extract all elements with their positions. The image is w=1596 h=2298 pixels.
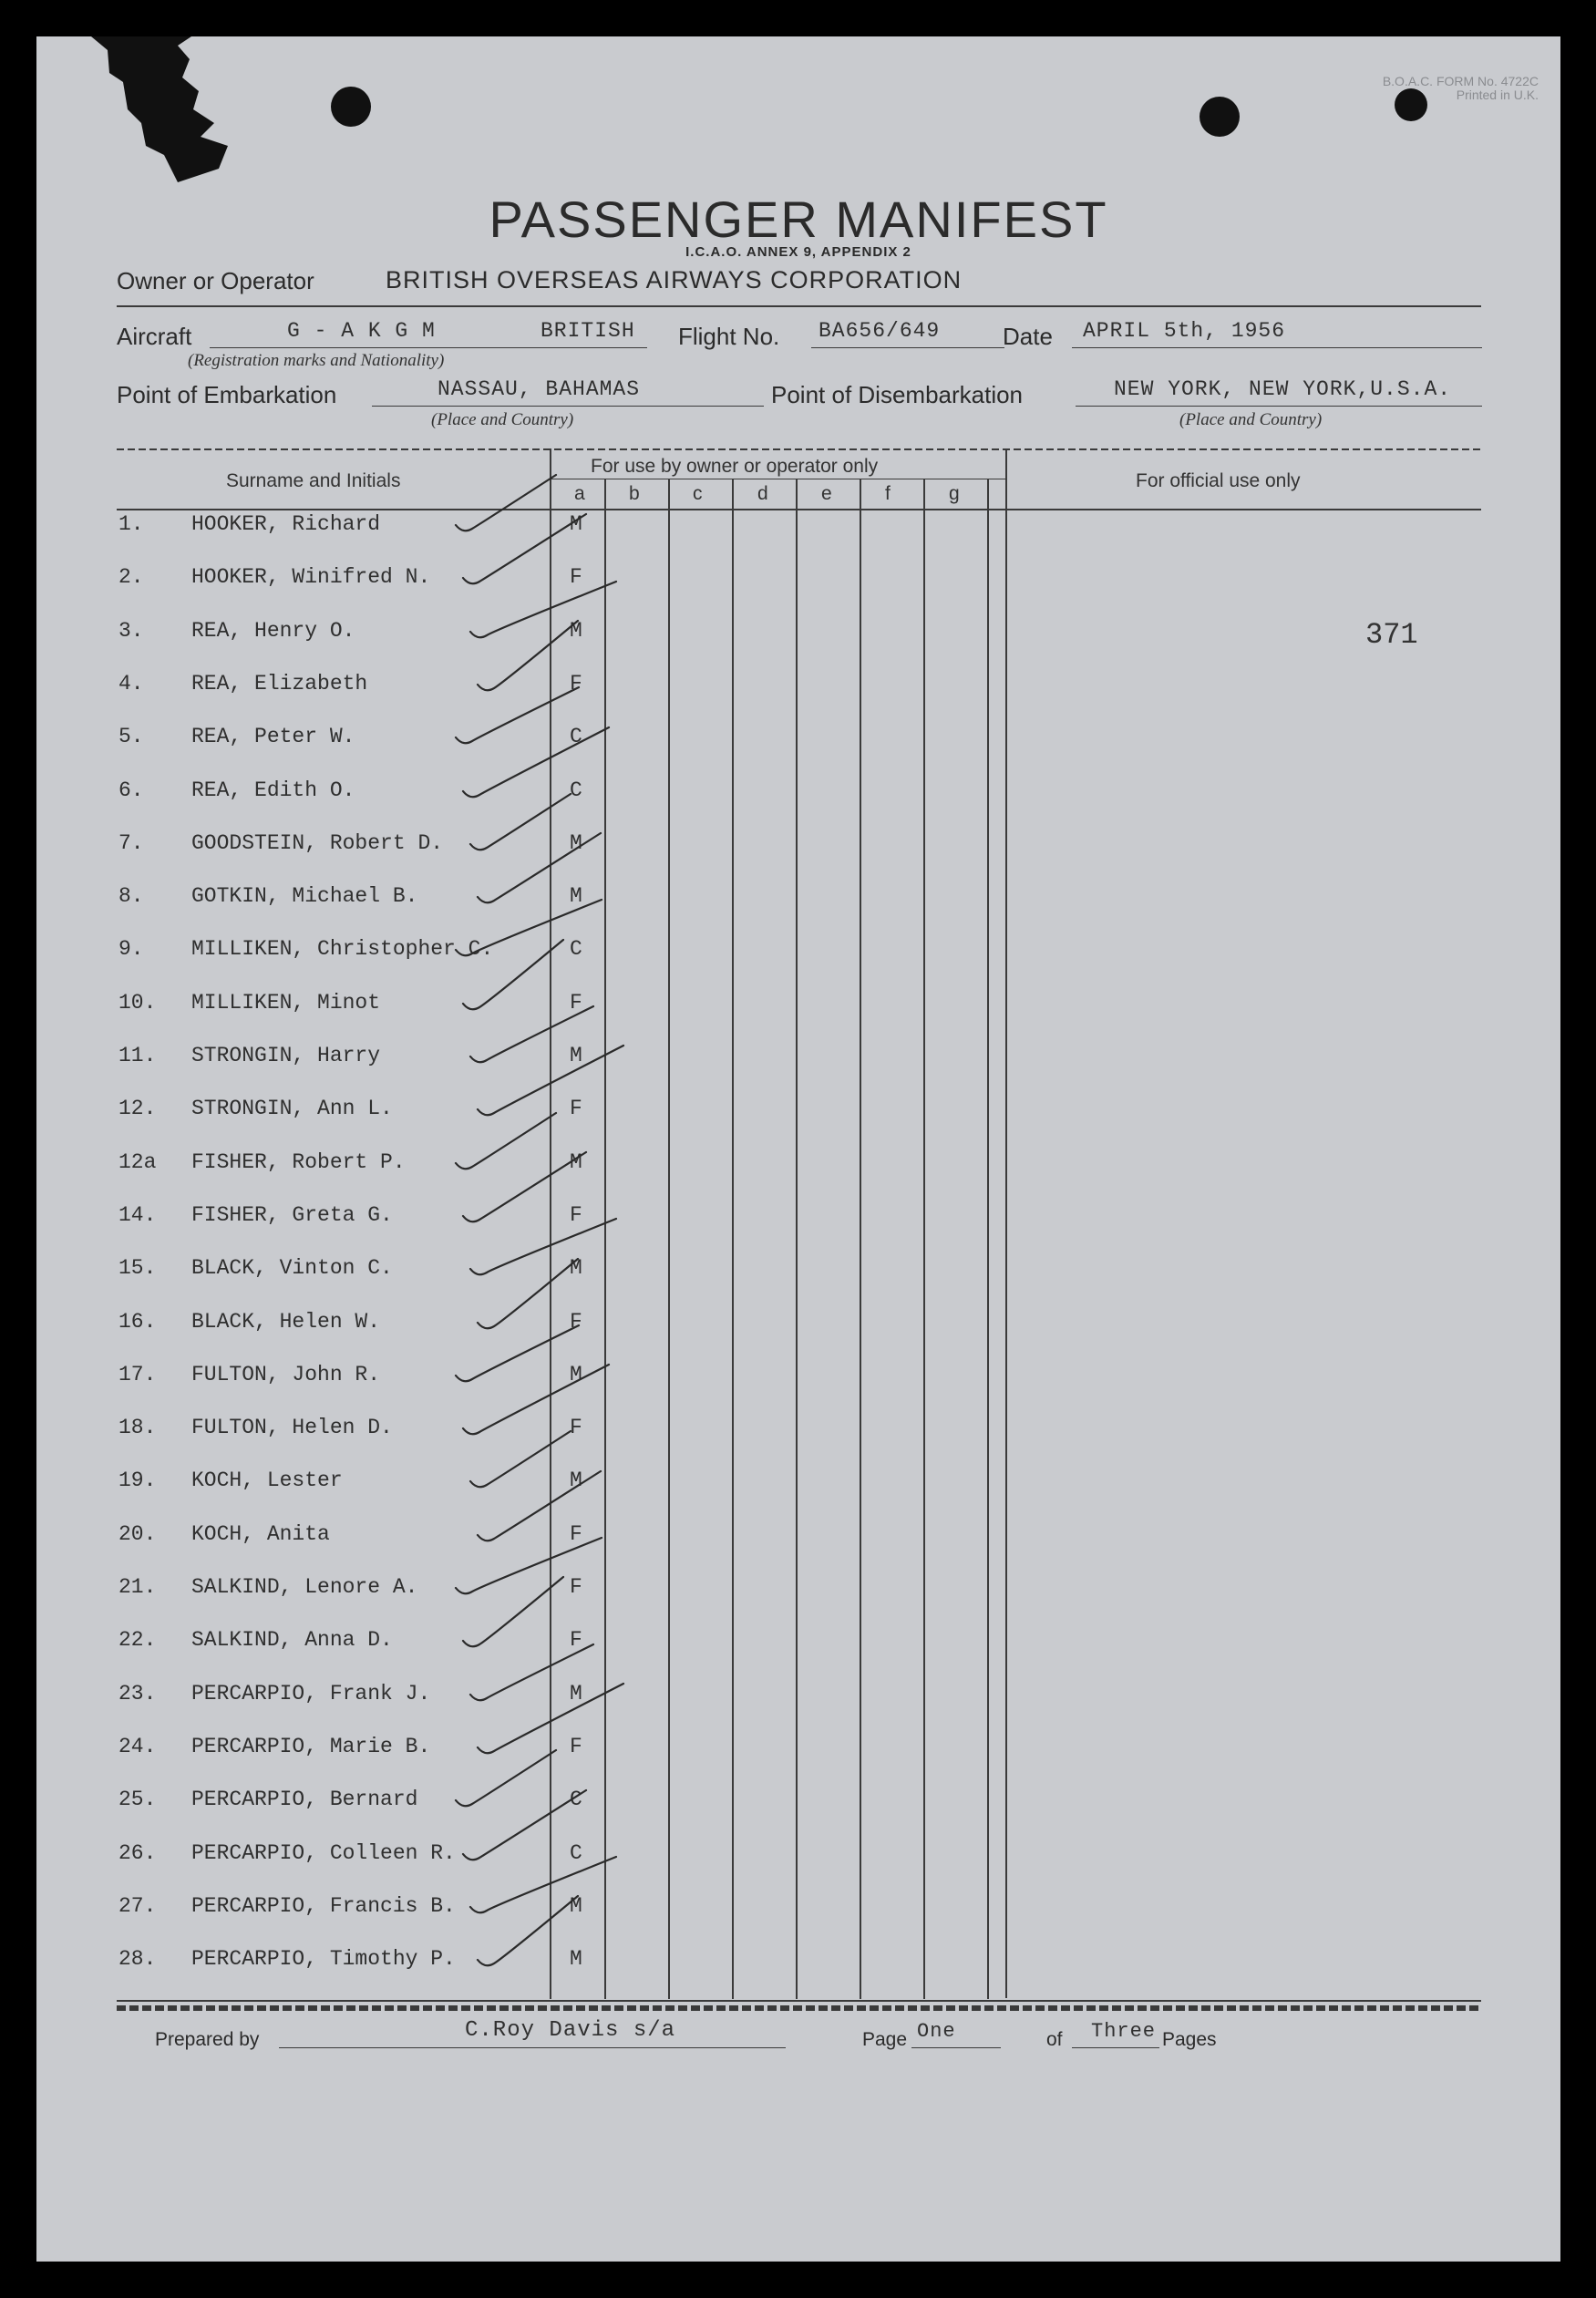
prepared-underline: [279, 2047, 786, 2048]
passenger-name: FULTON, John R.: [191, 1363, 381, 1386]
check-mark: [456, 900, 602, 955]
check-mark: [456, 1538, 602, 1593]
manifest-page: [36, 36, 1560, 2262]
passenger-category: F: [570, 1097, 582, 1120]
passenger-name: PERCARPIO, Marie B.: [191, 1735, 431, 1758]
total-value: Three: [1091, 2020, 1157, 2043]
row-number: 11.: [118, 1044, 157, 1067]
aircraft-note: (Registration marks and Nationality): [188, 351, 445, 370]
form-number: B.O.A.C. FORM No. 4722C Printed in U.K.: [1382, 74, 1539, 102]
passenger-category: M: [570, 1468, 582, 1492]
row-number: 7.: [118, 831, 144, 855]
row-number: 26.: [118, 1841, 157, 1865]
passenger-name: GOODSTEIN, Robert D.: [191, 831, 444, 855]
passenger-name: STRONGIN, Harry: [191, 1044, 381, 1067]
check-mark: [456, 1113, 556, 1169]
total-underline: [1072, 2047, 1159, 2048]
official-number: 371: [1365, 618, 1418, 652]
column-header-b: b: [629, 483, 640, 504]
passenger-category: F: [570, 1735, 582, 1758]
check-mark: [470, 582, 616, 637]
passenger-category: M: [570, 619, 582, 643]
passenger-name: PERCARPIO, Frank J.: [191, 1682, 431, 1705]
embarkation-label: Point of Embarkation: [117, 381, 337, 408]
passenger-category: M: [570, 1044, 582, 1067]
passenger-category: C: [570, 1788, 582, 1811]
passenger-name: REA, Edith O.: [191, 778, 355, 802]
passenger-category: M: [570, 1894, 582, 1918]
passenger-category: M: [570, 831, 582, 855]
check-mark: [456, 1750, 556, 1806]
check-mark: [478, 833, 601, 902]
passenger-category: M: [570, 1256, 582, 1280]
date-label: Date: [1003, 323, 1053, 350]
disembarkation-value: NEW YORK, NEW YORK,U.S.A.: [1114, 377, 1452, 401]
of-label: of: [1046, 2029, 1063, 2050]
operator-header: For use by owner or operator only: [591, 456, 879, 477]
row-number: 9.: [118, 937, 144, 961]
passenger-category: C: [570, 725, 582, 748]
page-underline: [911, 2047, 1001, 2048]
disembarkation-note: (Place and Country): [1179, 410, 1323, 429]
passenger-name: MILLIKEN, Minot: [191, 991, 381, 1015]
check-mark: [470, 1644, 593, 1700]
passenger-name: PERCARPIO, Colleen R.: [191, 1841, 456, 1865]
column-header-d: d: [757, 483, 768, 504]
passenger-name: PERCARPIO, Francis B.: [191, 1894, 456, 1918]
check-mark: [456, 687, 579, 743]
embarkation-note: (Place and Country): [431, 410, 574, 429]
passenger-name: SALKIND, Lenore A.: [191, 1575, 418, 1599]
flight-label: Flight No.: [678, 323, 780, 350]
owner-label: Owner or Operator: [117, 267, 314, 294]
flight-number: BA656/649: [819, 319, 941, 343]
passenger-name: REA, Elizabeth: [191, 672, 368, 696]
passenger-name: MILLIKEN, Christopher C.: [191, 937, 494, 961]
row-number: 25.: [118, 1788, 157, 1811]
passenger-name: HOOKER, Richard: [191, 512, 381, 536]
check-mark: [463, 514, 586, 583]
row-number: 2.: [118, 565, 144, 589]
passenger-category: F: [570, 991, 582, 1015]
pages-label: Pages: [1162, 2029, 1217, 2050]
prepared-value: C.Roy Davis s/a: [465, 2018, 676, 2043]
passenger-category: F: [570, 1416, 582, 1439]
check-mark: [463, 1365, 609, 1434]
passenger-category: M: [570, 1947, 582, 1971]
check-mark: [463, 1577, 563, 1646]
row-number: 22.: [118, 1628, 157, 1652]
check-mark: [456, 475, 556, 531]
passenger-category: M: [570, 512, 582, 536]
passenger-name: SALKIND, Anna D.: [191, 1628, 393, 1652]
column-header-c: c: [693, 483, 703, 504]
check-mark: [478, 1046, 623, 1115]
check-marks: [36, 36, 1560, 2262]
passenger-category: F: [570, 1203, 582, 1227]
check-mark: [470, 1219, 616, 1274]
passenger-name: REA, Peter W.: [191, 725, 355, 748]
check-mark: [470, 794, 571, 850]
row-number: 4.: [118, 672, 144, 696]
table-bottom-rule: [117, 2000, 1481, 2002]
row-number: 10.: [118, 991, 157, 1015]
check-mark: [470, 1006, 593, 1062]
disembarkation-label: Point of Disembarkation: [771, 381, 1024, 408]
check-mark: [463, 1152, 586, 1221]
aircraft-label: Aircraft: [117, 323, 192, 350]
row-number: 16.: [118, 1310, 157, 1334]
row-number: 17.: [118, 1363, 157, 1386]
table-bottom-double-rule: [117, 2005, 1481, 2011]
passenger-name: KOCH, Lester: [191, 1468, 343, 1492]
row-number: 28.: [118, 1947, 157, 1971]
check-mark: [456, 1325, 579, 1381]
column-header-f: f: [885, 483, 891, 504]
page-value: One: [917, 2020, 956, 2043]
row-number: 5.: [118, 725, 144, 748]
row-number: 19.: [118, 1468, 157, 1492]
owner-value: BRITISH OVERSEAS AIRWAYS CORPORATION: [386, 266, 963, 294]
date-value: APRIL 5th, 1956: [1083, 319, 1286, 343]
passenger-category: M: [570, 884, 582, 908]
passenger-category: M: [570, 1363, 582, 1386]
passenger-category: M: [570, 1682, 582, 1705]
passenger-category: C: [570, 778, 582, 802]
passenger-name: HOOKER, Winifred N.: [191, 565, 431, 589]
row-number: 12.: [118, 1097, 157, 1120]
row-number: 15.: [118, 1256, 157, 1280]
passenger-name: FISHER, Greta G.: [191, 1203, 393, 1227]
passenger-category: F: [570, 1628, 582, 1652]
row-number: 23.: [118, 1682, 157, 1705]
passenger-category: F: [570, 1310, 582, 1334]
row-number: 1.: [118, 512, 144, 536]
passenger-name: STRONGIN, Ann L.: [191, 1097, 393, 1120]
passenger-name: KOCH, Anita: [191, 1522, 330, 1546]
document-title: PASSENGER MANIFEST: [489, 191, 1108, 248]
check-mark: [470, 1431, 571, 1487]
row-number: 3.: [118, 619, 144, 643]
column-header-a: a: [574, 483, 585, 504]
prepared-label: Prepared by: [155, 2029, 260, 2050]
row-number: 20.: [118, 1522, 157, 1546]
row-number: 27.: [118, 1894, 157, 1918]
passenger-category: C: [570, 1841, 582, 1865]
check-mark: [470, 1857, 616, 1912]
passenger-name: FULTON, Helen D.: [191, 1416, 393, 1439]
row-number: 8.: [118, 884, 144, 908]
check-mark: [478, 621, 578, 690]
surname-header: Surname and Initials: [226, 470, 401, 491]
page-label: Page: [862, 2029, 908, 2050]
passenger-category: M: [570, 1150, 582, 1174]
embarkation-value: NASSAU, BAHAMAS: [438, 377, 641, 401]
row-number: 14.: [118, 1203, 157, 1227]
check-mark: [478, 1684, 623, 1753]
official-header: For official use only: [1136, 470, 1301, 491]
passenger-name: BLACK, Vinton C.: [191, 1256, 393, 1280]
column-header-g: g: [949, 483, 960, 504]
aircraft-registration: G - A K G M: [287, 319, 436, 343]
column-header-e: e: [821, 483, 832, 504]
check-mark: [478, 1471, 601, 1541]
passenger-category: F: [570, 1575, 582, 1599]
check-mark: [463, 727, 609, 797]
passenger-category: F: [570, 672, 582, 696]
passenger-name: PERCARPIO, Bernard: [191, 1788, 418, 1811]
passenger-name: REA, Henry O.: [191, 619, 355, 643]
row-number: 24.: [118, 1735, 157, 1758]
document-subtitle: I.C.A.O. ANNEX 9, APPENDIX 2: [685, 244, 911, 260]
passenger-category: C: [570, 937, 582, 961]
passenger-category: F: [570, 565, 582, 589]
aircraft-nationality: BRITISH: [541, 319, 635, 343]
check-mark: [463, 1790, 586, 1860]
row-number: 12a: [118, 1150, 157, 1174]
passenger-category: F: [570, 1522, 582, 1546]
passenger-name: FISHER, Robert P.: [191, 1150, 406, 1174]
passenger-name: PERCARPIO, Timothy P.: [191, 1947, 456, 1971]
check-mark: [478, 1896, 578, 1965]
row-number: 6.: [118, 778, 144, 802]
passenger-name: BLACK, Helen W.: [191, 1310, 381, 1334]
passenger-name: GOTKIN, Michael B.: [191, 884, 418, 908]
row-number: 18.: [118, 1416, 157, 1439]
row-number: 21.: [118, 1575, 157, 1599]
